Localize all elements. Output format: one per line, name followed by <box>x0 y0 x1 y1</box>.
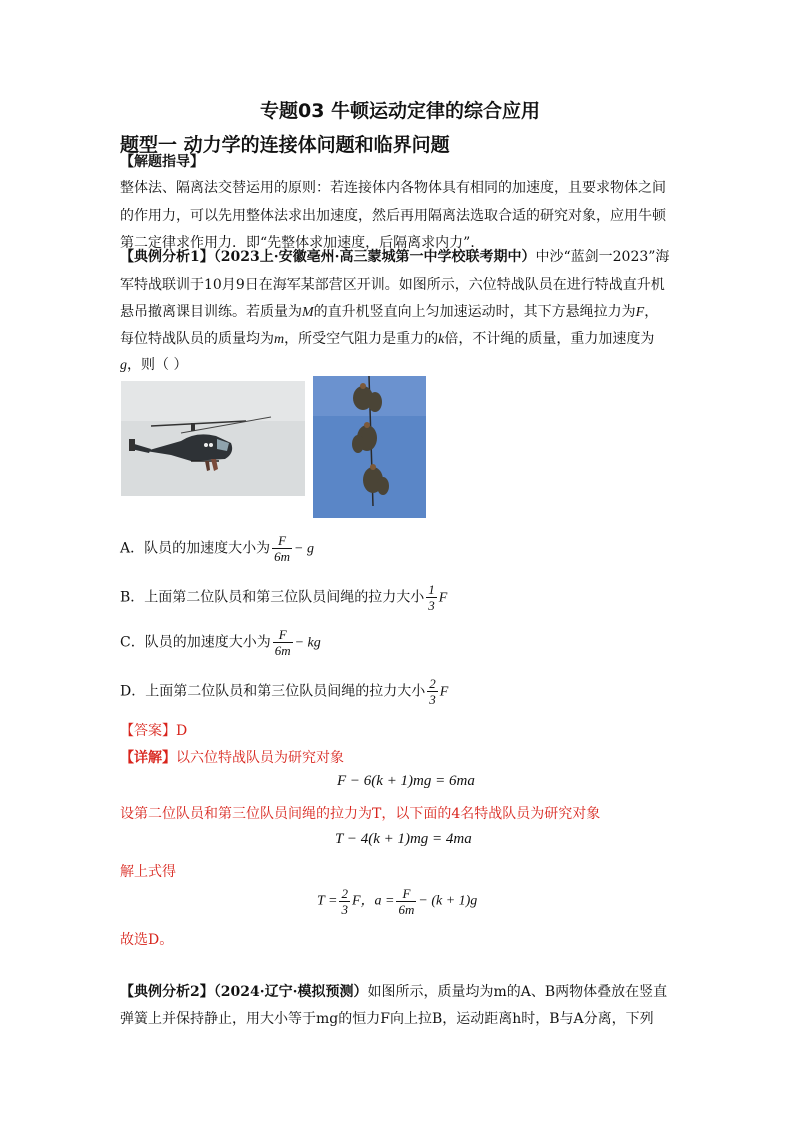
text-segment: 每位特战队员的质量均为 <box>120 331 274 347</box>
denominator: 3 <box>429 692 436 707</box>
eq3-lhs: T = <box>317 893 338 909</box>
fraction <box>427 676 438 707</box>
text-segment: ， <box>644 304 659 320</box>
var-F: F <box>635 305 645 320</box>
soldiers-rope-photo <box>313 376 426 518</box>
example2-line1-rest: 如图所示，质量均为m的A、B两物体叠放在竖直 <box>367 984 668 1000</box>
equation-2: T − 4(k + 1)mg = 4ma <box>335 831 472 847</box>
option-b-text: B．上面第二位队员和第三位队员间绳的拉力大小 <box>120 589 425 606</box>
fraction <box>426 582 437 613</box>
example1-line-3 <box>120 298 685 327</box>
option-d-text: D．上面第二位队员和第三位队员间绳的拉力大小 <box>120 683 426 700</box>
answer: 【答案】D <box>120 723 188 739</box>
text-segment: ，则（ ） <box>127 357 188 373</box>
option-c <box>120 627 685 658</box>
example2-line-1 <box>120 978 685 1006</box>
detail-label: 【详解】 <box>120 750 176 766</box>
eq3-tail: − (k + 1)g <box>418 893 478 909</box>
option-a-tail: − g <box>294 541 314 557</box>
detail-text: 以六位特战队员为研究对象 <box>176 750 344 766</box>
numerator: 2 <box>429 676 436 691</box>
text-segment: 悬吊撤离课目训练。若质量为 <box>120 304 302 320</box>
var-k: k <box>438 332 445 347</box>
fraction <box>272 533 292 564</box>
fraction <box>273 627 293 658</box>
example1-line1-rest: 中沙“蓝剑一2023”海 <box>535 249 670 265</box>
denominator: 6m <box>398 902 415 917</box>
equation-1: F − 6(k + 1)mg = 6ma <box>337 773 475 789</box>
option-d-tail: F <box>439 684 449 700</box>
detail-line <box>120 744 685 772</box>
equation-3 <box>317 886 477 917</box>
text-segment: ，所受空气阻力是重力的 <box>284 331 439 347</box>
fraction <box>339 886 350 917</box>
option-c-text: C．队员的加速度大小为 <box>120 634 271 651</box>
example1-line-1 <box>120 243 685 271</box>
option-d <box>120 676 685 707</box>
section-heading: 题型一 动力学的连接体问题和临界问题 <box>120 134 450 156</box>
denominator: 3 <box>428 598 435 613</box>
text-segment: 的直升机竖直向上匀加速运动时，其下方悬绳拉力为 <box>313 304 636 320</box>
var-M: M <box>302 305 314 320</box>
var-g: g <box>120 358 127 373</box>
denominator: 6m <box>274 643 291 658</box>
page-title: 专题03 牛顿运动定律的综合应用 <box>259 100 541 122</box>
guide-line-3: 第二定律求作用力．即“先整体求加速度，后隔离求内力”． <box>120 235 485 251</box>
var-m: m <box>274 332 285 347</box>
option-a <box>120 533 685 564</box>
option-c-tail: − kg <box>294 635 321 651</box>
example2-line-2: 弹簧上并保持静止，用大小等于mg的恒力F向上拉B，运动距离h时，B与A分离，下列 <box>120 1011 654 1027</box>
helicopter-photo <box>121 381 305 496</box>
text-segment: 倍，不计绳的质量，重力加速度为 <box>444 331 655 347</box>
option-a-text: A．队员的加速度大小为 <box>120 540 271 557</box>
example1-source: （2023上·安徽亳州·高三蒙城第一中学校联考期中） <box>213 249 536 265</box>
detail-line-2: 设第二位队员和第三位队员间绳的拉力为T，以下面的4名特战队员为研究对象 <box>120 806 601 822</box>
example1-label: 【典例分析1】 <box>120 249 214 265</box>
option-b <box>120 582 685 613</box>
denominator: 3 <box>341 902 348 917</box>
choose-line: 故选D。 <box>120 932 174 948</box>
numerator: F <box>273 627 293 643</box>
denominator: 6m <box>274 549 291 564</box>
solve-line: 解上式得 <box>120 864 176 880</box>
example1-line-4 <box>120 325 685 354</box>
guide-label: 【解题指导】 <box>120 154 204 170</box>
option-b-tail: F <box>438 590 448 606</box>
numerator: F <box>396 886 416 902</box>
example1-line-2: 军特战联训于10月9日在海军某部营区开训。如图所示，六位特战队员在进行特战直升机 <box>120 277 665 293</box>
guide-line-1: 整体法、隔离法交替运用的原则：若连接体内各物体具有相同的加速度，且要求物体之间 <box>120 180 666 196</box>
numerator: 1 <box>428 582 435 597</box>
guide-line-2: 的作用力，可以先用整体法求出加速度，然后再用隔离法选取合适的研究对象，应用牛顿 <box>120 208 666 224</box>
fraction <box>396 886 416 917</box>
numerator: F <box>272 533 292 549</box>
numerator: 2 <box>341 886 348 901</box>
example2-label: 【典例分析2】 <box>120 984 214 1000</box>
eq3-mid: F，a = <box>351 893 395 909</box>
example2-source: （2024·辽宁·模拟预测） <box>213 984 368 1000</box>
